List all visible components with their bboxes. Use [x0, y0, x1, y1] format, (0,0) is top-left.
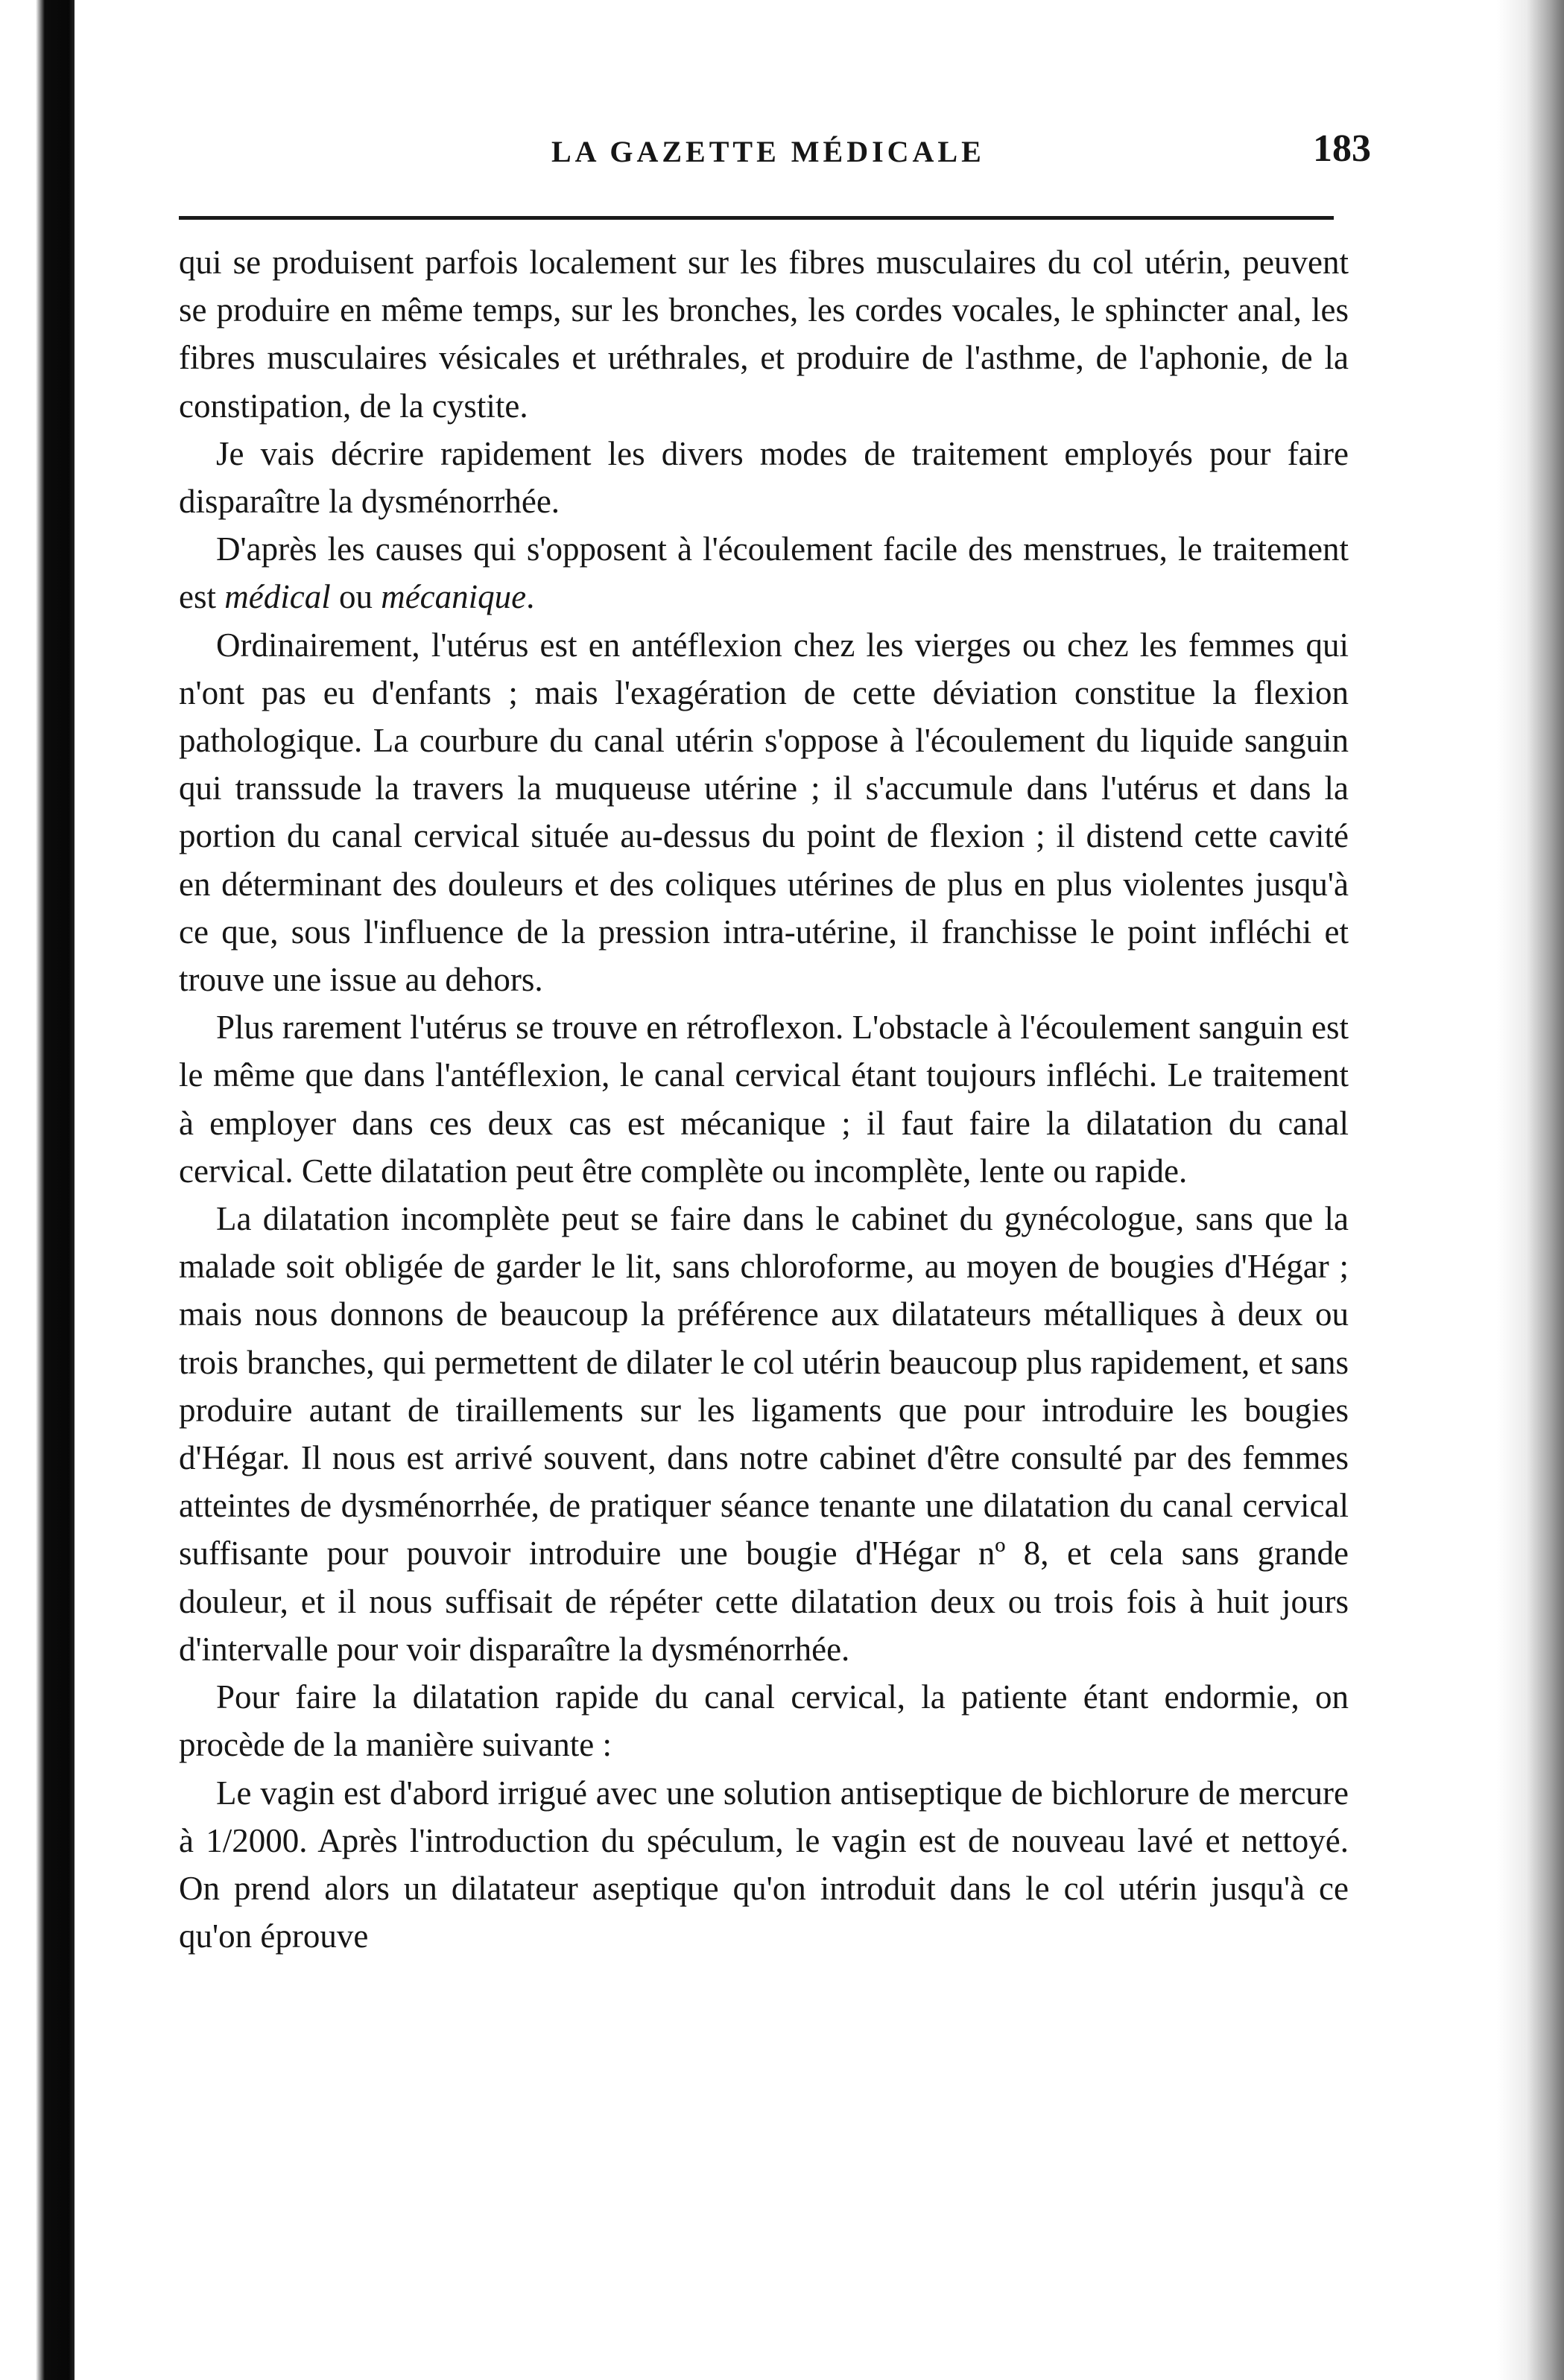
- italic-mecanique: mécanique: [381, 578, 527, 616]
- page-header: [171, 127, 1371, 179]
- page-edge-shadow: [1497, 0, 1564, 2380]
- paragraph-8: Le vagin est d'abord irrigué avec une solution antiseptique de bichlorure de mercure à 1/2000. Après l'introduction du spéculum, le vagin est de nouveau lavé et nettoyé. On prend alors un dilatateur aseptique qu'on introduit dans le col utérin jusqu'à ce qu'on éprouve: [179, 1774, 1349, 1955]
- paragraph-3: [179, 525, 1349, 621]
- paragraph-3-text: D'après les causes qui s'opposent à l'écoulement facile des menstrues, le traitement est: [179, 530, 1349, 616]
- paragraph-3-conjunction: ou: [330, 578, 381, 616]
- page-number: 183: [1313, 127, 1371, 170]
- italic-medical: médical: [224, 578, 331, 616]
- book-binding-shadow: [0, 0, 75, 2380]
- paragraph-3-end: .: [526, 578, 535, 616]
- paragraph-2: Je vais décrire rapidement les divers modes de traitement employés pour faire disparaître la dysménorrhée.: [179, 434, 1349, 521]
- paragraph-5: Plus rarement l'utérus se trouve en rétroflexon. L'obstacle à l'écoulement sanguin est le même que dans l'antéflexion, le canal cervical étant toujours infléchi. Le traitement à employer dans ces deux cas est mécanique ; il faut faire la dilatation du canal cervical. Cette dilatation peut être complète ou incomplète, lente ou rapide.: [179, 1009, 1349, 1190]
- paragraph-4: Ordinairement, l'utérus est en antéflexion chez les vierges ou chez les femmes qui n'ont pas eu d'enfants ; mais l'exagération de cette déviation constitue la flexion pathologique. La courbure du canal utérin s'oppose à l'écoulement du liquide sanguin qui transsude la travers la muqueuse utérine ; il s'accumule dans l'utérus et dans la portion du canal cervical située au-dessus du point de flexion ; il distend cette cavité en déterminant des douleurs et des coliques utérines de plus en plus violentes jusqu'à ce que, sous l'influence de la pression intra-utérine, il franchisse le point infléchi et trouve une issue au dehors.: [179, 626, 1349, 999]
- paragraph-1: qui se produisent parfois localement sur les fibres musculaires du col utérin, peuvent se produire en même temps, sur les bronches, les cordes vocales, le sphincter anal, les fibres musculaires vésicales et uréthrales, et produire de l'asthme, de l'aphonie, de la constipation, de la cystite.: [179, 244, 1349, 425]
- running-title: LA GAZETTE MÉDICALE: [551, 135, 985, 168]
- paragraph-7: Pour faire la dilatation rapide du canal cervical, la patiente étant endormie, on procède de la manière suivante :: [179, 1678, 1349, 1764]
- header-rule: [179, 216, 1334, 220]
- paragraph-6: La dilatation incomplète peut se faire dans le cabinet du gynécologue, sans que la malade soit obligée de garder le lit, sans chloroforme, au moyen de bougies d'Hégar ; mais nous donnons de beaucoup la préférence aux dilatateurs métalliques à deux ou trois branches, qui permettent de dilater le col utérin beaucoup plus rapidement, et sans produire autant de tiraillements sur les ligaments que pour introduire les bougies d'Hégar. Il nous est arrivé souvent, dans notre cabinet d'être consulté par des femmes atteintes de dysménorrhée, de pratiquer séance tenante une dilatation du canal cervical suffisante pour pouvoir introduire une bougie d'Hégar nº 8, et cela sans grande douleur, et il nous suffisait de répéter cette dilatation deux ou trois fois à huit jours d'intervalle pour voir disparaître la dysménorrhée.: [179, 1200, 1349, 1668]
- body-text: [179, 238, 1349, 1960]
